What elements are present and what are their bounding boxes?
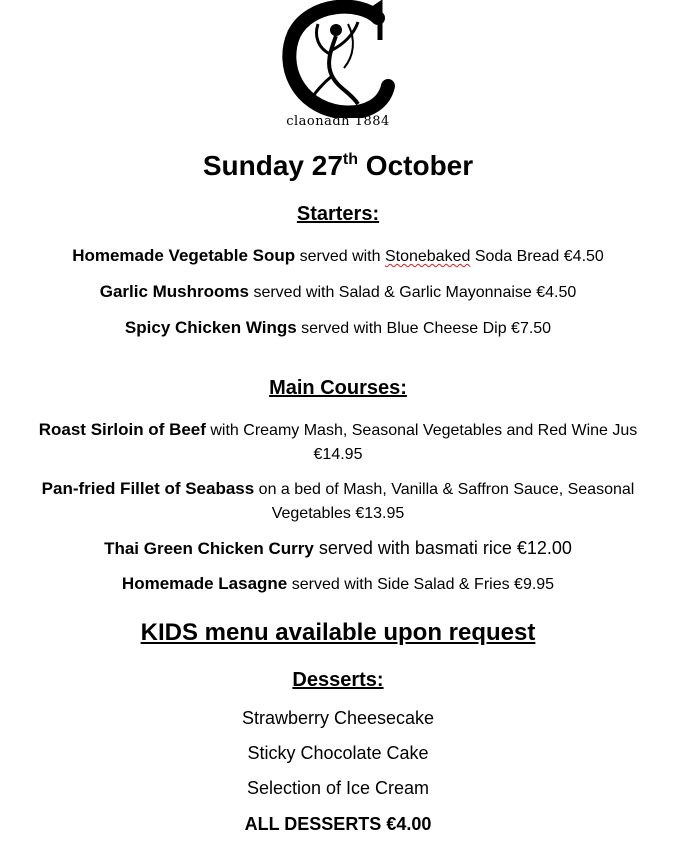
club-logo [270,0,406,135]
main-item [30,477,646,526]
main-courses-heading: Main Courses: [269,377,407,399]
item-name: Homemade Lasagne [121,574,288,593]
item-desc: served with Salad & Garlic Mayonnaise €4.50 [253,284,577,301]
starters-heading: Starters: [296,203,380,225]
item-desc: served with Side Salad & Fries €9.95 [291,576,555,593]
item-desc: served with basmati rice €12.00 [318,538,572,558]
main-item [0,536,676,561]
item-desc: served with [299,248,385,265]
kids-menu-notice: KIDS menu available upon request [140,619,536,646]
desserts-heading: Desserts: [292,669,384,691]
item-desc-price: Soda Bread €4.50 [470,248,604,265]
main-item [0,572,676,597]
item-desc: with Creamy Mash, Seasonal Vegetables and Red Wine Jus €14.95 [210,422,638,463]
dessert-item: Strawberry Cheesecake [241,708,435,728]
date-month: October [365,150,474,181]
logo-text: claonadh 1884 [286,114,390,129]
item-name: Homemade Vegetable Soup [72,246,296,265]
main-item [30,418,646,467]
dessert-item: Selection of Ice Cream [246,778,430,798]
date-day: Sunday 27 [202,150,343,181]
starter-item [0,280,676,305]
item-name: Pan-fried Fillet of Seabass [41,479,255,498]
starter-item [0,316,676,341]
starter-item [0,244,676,269]
item-name: Roast Sirloin of Beef [38,420,206,439]
item-name: Thai Green Chicken Curry [104,539,314,558]
item-desc: served with Blue Cheese Dip €7.50 [301,320,552,337]
dessert-price: ALL DESSERTS €4.00 [244,814,432,834]
date-suffix: th [342,151,359,168]
spellcheck-word: Stonebaked [384,248,471,265]
club-crest-icon [270,0,406,118]
menu-date [0,150,676,182]
item-name: Garlic Mushrooms [99,282,249,301]
dessert-item: Sticky Chocolate Cake [247,743,429,763]
item-desc: on a bed of Mash, Vanilla & Saffron Sauce, Seasonal Vegetables €13.95 [258,481,635,522]
item-name: Spicy Chicken Wings [124,318,297,337]
